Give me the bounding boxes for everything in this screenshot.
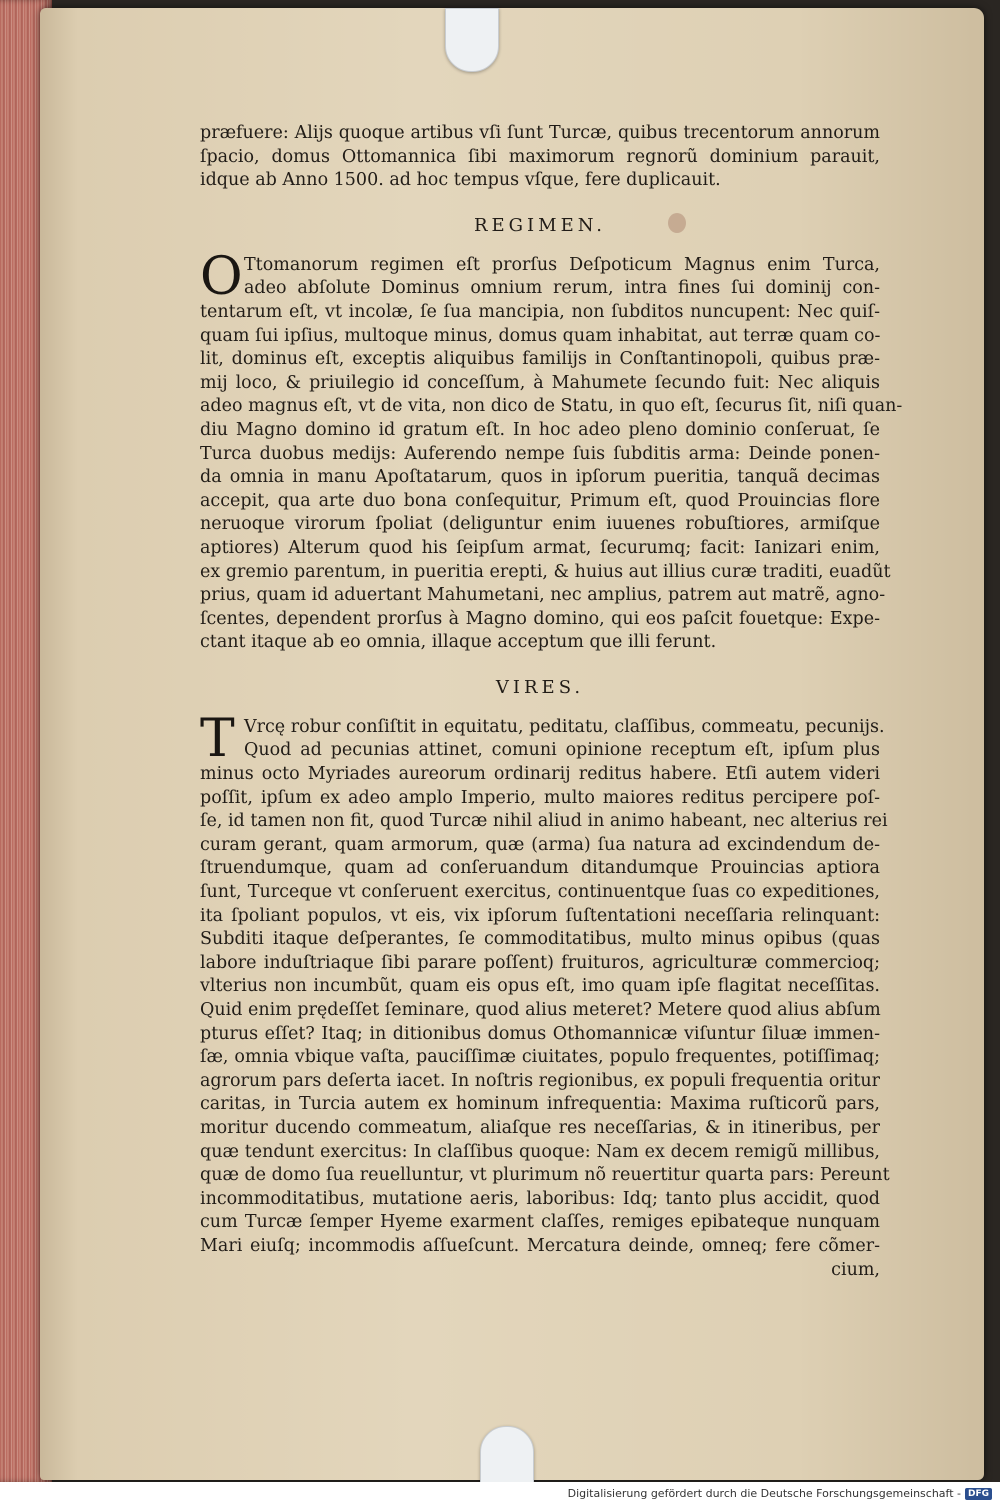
funding-credit: Digitalisierung gefördert durch die Deutsche Forschungsgemeinschaft - bbox=[567, 1487, 961, 1500]
text-line: diu Magno domino id gratum eſt. In hoc adeo pleno dominio conſeruat, ſe bbox=[200, 419, 880, 440]
text-line: ex gremio parentum, in pueritia erepti, & huius aut illius curæ traditi, euadũt bbox=[200, 561, 891, 582]
text-line: Ttomanorum regimen eſt prorſus Deſpoticum Magnus enim Turca, bbox=[244, 254, 880, 275]
text-line: accepit, qua arte duo bona conſequitur, Primum eſt, quod Prouincias flore bbox=[200, 490, 880, 511]
text-line: aptiores) Alterum quod his ſeipſum armat, ſecurumq; facit: Ianizari enim, bbox=[200, 537, 880, 558]
text-line: ſpacio, domus Ottomannica ſibi maximorum regnorũ dominium parauit, bbox=[200, 146, 880, 167]
text-line: caritas, in Turcia autem ex hominum infrequentia: Maxima ruſticorũ pars, bbox=[200, 1094, 880, 1115]
text-line: quam ſui ipſius, multoque minus, domus quam inhabitat, aut terræ quam co- bbox=[200, 325, 881, 346]
text-line: præfuere: Alijs quoque artibus vſi ſunt Turcæ, quibus trecentorum annorum bbox=[200, 123, 880, 143]
text-line: moritur ducendo commeatum, aliaſque res neceſſarias, & in itineribus, per bbox=[200, 1117, 880, 1138]
text-line: Vrcę robur conſiſtit in equitatu, peditatu, claſſibus, commeatu, pecunijs. bbox=[244, 716, 885, 737]
section-heading-vires: VIRES. bbox=[495, 676, 585, 698]
text-line: adeo magnus eſt, vt de vita, non dico de Statu, in quo eſt, ſecurus ſit, niſi quan- bbox=[200, 396, 903, 417]
text-line: prius, quam id aduertant Mahumetani, nec amplius, patrem aut matrẽ, agno- bbox=[200, 585, 886, 606]
text-line: labore induſtriaque ſibi parare poſſent) fruituros, agriculturæ commercioq; bbox=[200, 952, 880, 973]
section-heading-regimen: REGIMEN. bbox=[473, 214, 607, 236]
text-line: Quid enim prędeſſet ſeminare, quod alius meteret? Metere quod alius abſum bbox=[200, 1000, 881, 1020]
text-line: minus octo Myriades aureorum ordinarij reditus habere. Etſi autem videri bbox=[200, 764, 880, 785]
text-line: mij loco, & priuilegio id conceſſum, à Mahumete ſecundo fuit: Nec aliquis bbox=[200, 372, 880, 393]
text-line: tentarum eſt, vt incolæ, ſe ſua mancipia, non ſubditos nuncupent: Nec quiſ- bbox=[200, 301, 880, 322]
digitization-footer bbox=[0, 1482, 1000, 1505]
text-line: quæ de domo ſua reuelluntur, vt plurimum nõ reuertitur quarta pars: Pereunt bbox=[200, 1165, 890, 1186]
page-text bbox=[200, 122, 903, 1282]
text-line: incommoditatibus, mutatione aeris, laboribus: Idq; tanto plus accidit, quod bbox=[200, 1188, 880, 1209]
intro-paragraph bbox=[200, 122, 880, 193]
drop-cap: T bbox=[200, 708, 235, 769]
text-line: ſæ, omnia vbique vaſta, pauciſſimæ ciuitates, populo frequentes, potiſſimaq; bbox=[200, 1047, 880, 1068]
page-clip-top bbox=[445, 8, 499, 72]
regimen-paragraph bbox=[200, 246, 903, 655]
text-line: curam gerant, quam armorum, quæ (arma) ſua natura ad excindendum de- bbox=[200, 834, 880, 855]
text-line: agrorum pars deſerta iacet. In noſtris regionibus, ex populi frequentia oritur bbox=[200, 1070, 880, 1091]
text-line: Mari eiuſq; incommodis aſſueſcunt. Mercatura deinde, omneq; fere cõmer- bbox=[200, 1235, 880, 1256]
text-line: lit, dominus eſt, exceptis aliquibus familijs in Conſtantinopoli, quibus præ- bbox=[200, 349, 880, 370]
text-line: ctant itaque ab eo omnia, illaque acceptum que illi ferunt. bbox=[200, 632, 717, 653]
text-line: idque ab Anno 1500. ad hoc tempus vſque, fere duplicauit. bbox=[200, 170, 721, 191]
text-line: ſunt, Turceque vt conſeruent exercitus, continuentque ſuas co expeditiones, bbox=[200, 882, 880, 903]
text-line: pturus eſſet? Itaq; in ditionibus domus Othomannicæ viſuntur ſiluæ immen- bbox=[200, 1023, 880, 1044]
text-line: Turca duobus medijs: Auferendo nempe ſuis ſubditis arma: Deinde ponen- bbox=[200, 443, 880, 464]
text-line: adeo abſolute Dominus omnium rerum, intra fines ſui dominij con- bbox=[244, 278, 880, 299]
text-line: poſſit, ipſum ex adeo amplo Imperio, multo maiores reditus percipere poſ- bbox=[200, 787, 880, 808]
text-line: quæ tendunt exercitus: In claſſibus quoque: Nam ex decem remigũ millibus, bbox=[200, 1141, 880, 1162]
drop-cap: O bbox=[200, 246, 243, 307]
dfg-logo: DFG bbox=[965, 1488, 992, 1500]
text-line: vlterius non incumbũt, quam eis opus eſt, imo quam ipſe flagitat neceſſitas. bbox=[200, 976, 880, 997]
text-line: Subditi itaque deſperantes, ſe commoditatibus, multo minus opibus (quas bbox=[200, 929, 880, 950]
text-line: ſe, id tamen non fit, quod Turcæ nihil aliud in animo habeant, nec alterius rei bbox=[200, 811, 888, 832]
text-line: da omnia in manu Apoſtatarum, quos in ipſorum pueritia, tanquã decimas bbox=[200, 467, 880, 488]
text-line: ſtruendumque, quam ad conſeruandum ditandumque Prouincias aptiora bbox=[200, 858, 880, 879]
vires-paragraph bbox=[200, 708, 890, 1282]
text-line: neruoque virorum ſpoliat (deliguntur enim iuuenes robuſtiores, armiſque bbox=[200, 514, 880, 535]
text-line: ita ſpoliant populos, vt eis, vix ipſorum ſuſtentationi neceſſaria relinquant: bbox=[200, 905, 880, 926]
text-line: Quod ad pecunias attinet, comuni opinione receptum eſt, ipſum plus bbox=[244, 740, 880, 761]
catchword: cium, bbox=[831, 1259, 880, 1280]
text-line: cum Turcæ ſemper Hyeme exarment claſſes, remiges epibateque nunquam bbox=[200, 1212, 880, 1233]
text-line: ſcentes, dependent prorſus à Magno domino, qui eos paſcit fouetque: Expe- bbox=[200, 608, 880, 629]
